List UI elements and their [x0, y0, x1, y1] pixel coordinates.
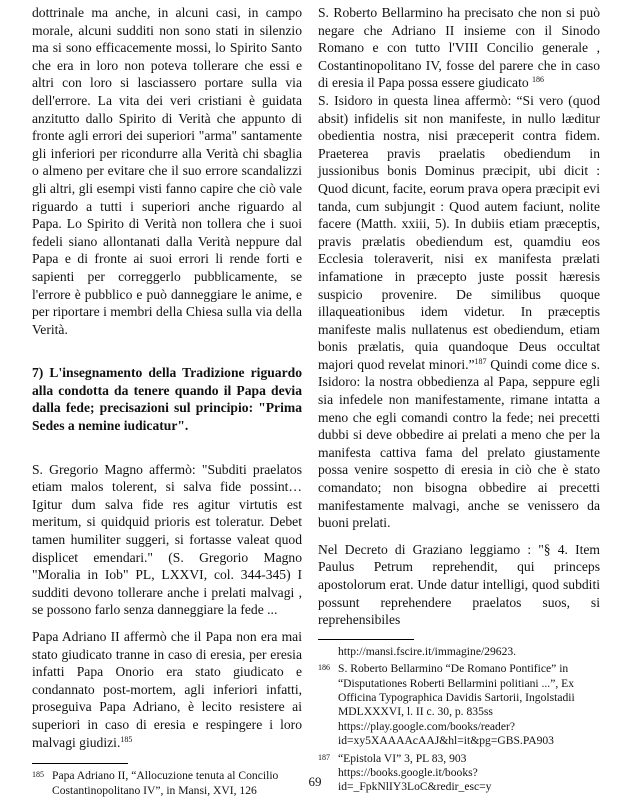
footnote-text: “Epistola VI” 3, PL 83, 903 https://books.google.it/books?id=_FpkNlIY3LoC&redir_esc=y [338, 751, 492, 794]
right-paragraph-2-text: Quindi come dice s. Isidoro: la nostra obbedienza al Papa, seppure egli sia infedele non manifestamente, rimane intatta a meno che egli comandi contro la fede; nei precetti dubbi si deve obbedire ai prelati a meno che per la manifesta cattiva fama del prelato giustamente possa venire sospetto di eresia in ciò che è stato comandato; non bisogna obbedire ai precetti manifestamente malvagi, anche se venissero da buoni prelati. [318, 356, 600, 531]
right-paragraph-3: Nel Decreto di Graziano leggiamo : "§ 4. Item Paulus Petrum reprehendit, qui princeps apostolorum erat. Unde datur intelligi, quod subditi possunt reprehendere praelatos suos, si reprehensibiles [318, 541, 600, 628]
left-column [32, 4, 302, 798]
footnote-divider [32, 763, 128, 764]
left-paragraph-3-text: Papa Adriano II affermò che il Papa non era mai stato giudicato tranne in caso di eresia, per eresia infatti Papa Onorio era stato giudicato e condannato post-mortem, agli inferiori infatti, proseguiva Papa Adriano, è lecito resistere ai superiori in caso di eresia e respingere i loro malvagi giudizi. [32, 629, 302, 750]
footnote-ref-185[interactable]: 185 [120, 734, 133, 744]
right-paragraph-1-text: S. Roberto Bellarmino ha precisato che non si può negare che Adriano II insieme con il Sinodo Romano e con tutto l'VIII Concilio generale , Costantinopolitano IV, fosse del parere che in caso di eresia il Papa possa essere giudicato [318, 5, 600, 91]
footnote-number: 186 [318, 663, 330, 673]
left-paragraph-3 [32, 628, 302, 751]
footnote-number: 187 [318, 752, 330, 762]
footnote-text: S. Roberto Bellarmino “De Romano Pontifice” in “Disputationes Roberti Bellarmini politiani ...”, Ex Officina Typographica Davidis Sartorii, Ingolstadii MDLXXXVI, l. II c. 30, p. 835ss https://play.google.com/books/reader?id=xy5XAAAAcAAJ&hl=it&pg=GBS.PA903 [338, 662, 575, 748]
right-paragraph-1 [318, 4, 600, 92]
page-number: 69 [308, 774, 322, 789]
right-paragraph-2 [318, 92, 600, 532]
footnote-186 [318, 662, 600, 748]
right-column [318, 4, 600, 795]
footnote-number: 185 [32, 770, 44, 780]
footnote-ref-187[interactable]: 187 [474, 356, 487, 366]
footnote-ref-186[interactable]: 186 [532, 75, 545, 85]
section-heading: 7) L'insegnamento della Tradizione riguardo alla condotta da tenere quando il Papa devia dalla fede; precisazioni sul principio: "Prima Sedes a nemine iudicatur". [32, 365, 302, 434]
footnote-divider [318, 639, 414, 640]
footnote-text: Papa Adriano II, “Allocuzione tenuta al Concilio Costantinopolitano IV”, in Mansi, XVI, 126 [52, 769, 279, 797]
footnote-continuation: http://mansi.fscire.it/immagine/29623. [338, 644, 517, 658]
left-paragraph-2: S. Gregorio Magno affermò: "Subditi praelatos etiam malos tolerent, si salva fide possint… Igitur dum salva fide res agitur virtutis est meritum, si quidquid prioris est toleratur. Debet tamen humiliter suggeri, si fortasse valeat quod displicet emendari." (S. Gregorio Magno "Moralia in Iob" PL, LXXVI, col. 344-345) I sudditi devono tollerare anche i prelati malvagi , se possono farlo senza danneggiare la fede ... [32, 461, 302, 618]
right-paragraph-2-quote: S. Isidoro in questa linea affermò: “Si vero (quod absit) infidelis sit non manifeste, in nullo læditur obedientia nostra, nisi præceperit contra fidem. Praeterea pravis praelatis obediendum in jussionibus bonis Dominus præcipit, ubi dicit : Quod dicunt, facite, eorum prava opera præcipit evi tanda, cum subjungit : Quod autem faciunt, nolite facere (Matth. xxiii, 5). In dubiis etiam præceptis, pravis prælatis obediendum est, quamdiu eos Ecclesia toleraverit, nisi ex manifesta prælati infamatione in præcepto juste possit hæresis suspicio provenire. De similibus quoque illaqueationibus idem videtur. In præceptis manifeste malis nullatenus est obediendum, etiam bonis prælatis, quia quandoque Deus occultat majori quod revelat minori.” [318, 92, 600, 372]
left-paragraph-1: dottrinale ma anche, in alcuni casi, in campo morale, alcuni sudditi non sono stati in silenzio ma si sono efficacemente mossi, lo Spirito Santo che era in loro non poteva tollerare che essi e altri con loro si lasciassero portare sulla via dell'errore. La vita dei veri cristiani è guidata anzitutto dallo Spirito di Verità che appunto di fronte agli errori dei superiori "arma" santamente gli inferiori per ricondurre alla Verità chi sbaglia o almeno per evitare che il suo errore scandalizzi gli altri, gli esempi visti fanno capire che ciò vale riguardo a tutti i superiori anche riguardo al Papa. Lo Spirito di Verità non tollera che i suoi fedeli siano allontanati dalla Verità neppure dal Papa e di fronte ai suoi errori li rende forti e sapienti per correggerlo pubblicamente, se l'errore è pubblico e può danneggiare le anime, e per riportare i membri della Chiesa sulla via della Verità. [32, 5, 302, 337]
